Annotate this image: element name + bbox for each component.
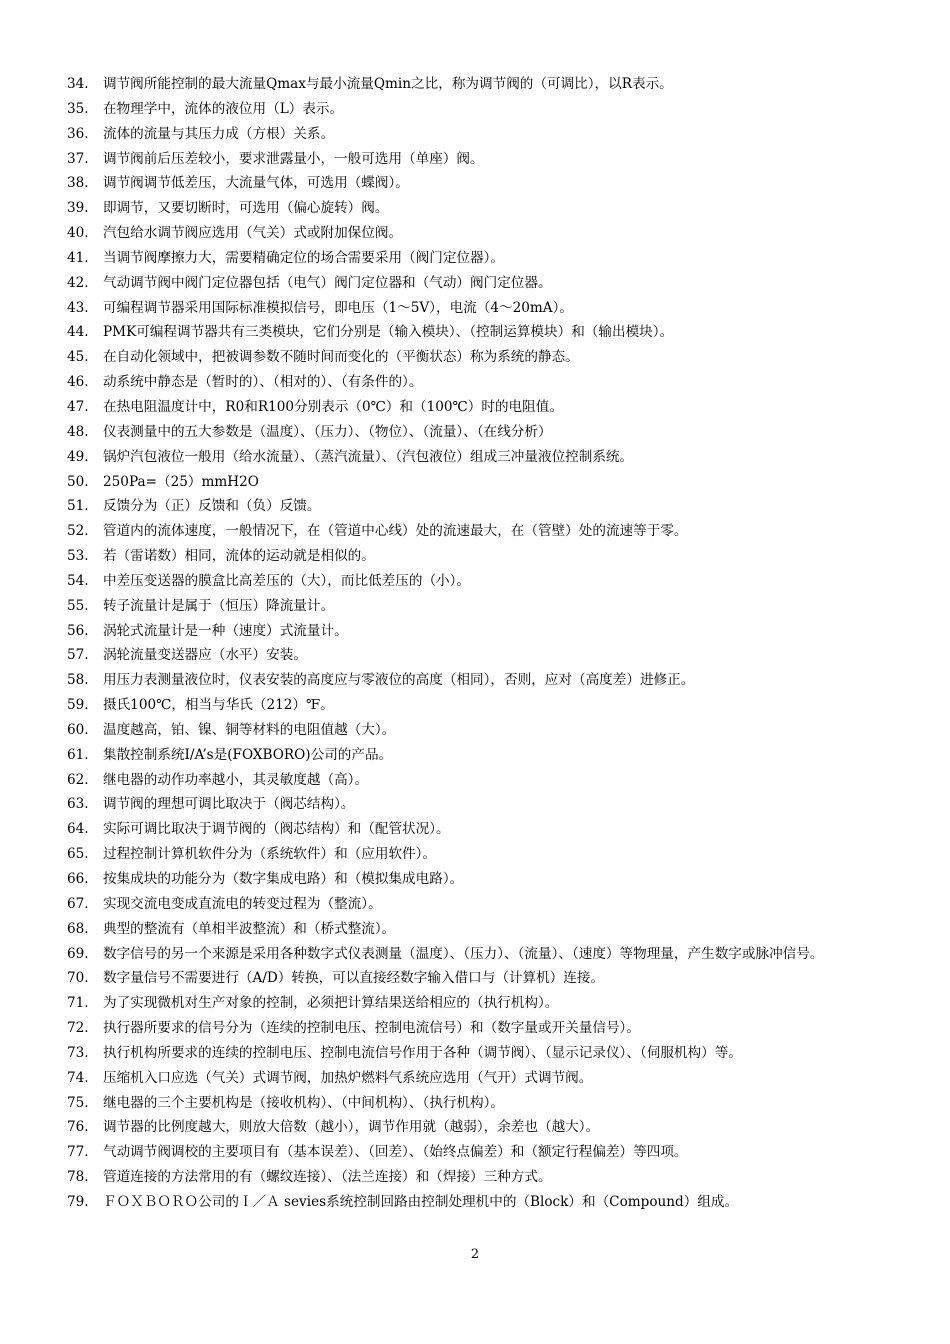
item-number: 68. [67,920,89,937]
item-number: 74. [67,1069,89,1086]
item-text: 实际可调比取决于调节阀的（阀芯结构）和（配管状况）。 [103,821,450,838]
list-item [67,693,887,718]
list-item [67,594,887,619]
item-text: 继电器的三个主要机构是（接收机构）、（中间机构）、（执行机构）。 [103,1094,504,1111]
item-number: 66. [67,871,89,887]
item-text: 中差压变送器的膜盒比高差压的（大），而比低差压的（小）。 [103,572,471,589]
list-item [67,643,887,668]
item-number: 58. [67,672,89,689]
list-item [67,221,887,246]
item-number: 73. [67,1044,89,1061]
list-item [67,792,887,817]
item-text: 可编程调节器采用国际标准模拟信号，即电压（1～5V），电流（4～20mA）。 [103,299,573,316]
item-number: 67. [67,895,89,912]
list-item [67,1115,887,1140]
item-number: 41. [67,249,89,266]
list-item [67,445,887,470]
item-text: 典型的整流有（单相半波整流）和（桥式整流）。 [103,920,396,937]
list-item [67,171,887,196]
item-text: 若（雷诺数）相同，流体的运动就是相似的。 [103,548,375,565]
item-text: 继电器的动作功率越小，其灵敏度越（高）。 [103,771,369,788]
list-item [67,246,887,271]
list-item [67,569,887,594]
list-item [67,122,887,147]
list-item [67,1140,887,1165]
list-item [67,296,887,321]
item-number: 38. [67,175,89,192]
list-item [67,768,887,793]
item-number: 72. [67,1020,89,1037]
item-number: 40. [67,225,89,242]
list-item [67,917,887,942]
item-number: 53. [67,548,89,565]
item-text: 为了实现微机对生产对象的控制，必须把计算结果送给相应的（执行机构）。 [103,995,559,1012]
item-text: 气动调节阀中阀门定位器包括（电气）阀门定位器和（气动）阀门定位器。 [103,274,552,291]
list-item [67,991,887,1016]
list-item [67,420,887,445]
item-text: 即调节，又要切断时，可选用（偏心旋转）阀。 [103,200,389,217]
item-number: 60. [67,721,89,738]
list-item [67,1041,887,1066]
list-item [67,842,887,867]
item-number: 59. [67,697,89,714]
item-text: 在自动化领域中，把被调参数不随时间而变化的（平衡状态）称为系统的静态。 [103,349,579,366]
item-number: 56. [67,622,89,639]
item-text: 涡轮流量变送器应（水平）安装。 [103,647,307,664]
item-text: 执行机构所要求的连续的控制电压、控制电流信号作用于各种（调节阀）、（显示记录仪）、（伺服机构）等。 [103,1044,742,1061]
item-text: PMK可编程调节器共有三类模块，它们分别是（输入模块）、（控制运算模块）和（输出模块）。 [103,324,674,341]
list-item [67,743,887,768]
item-number: 79. [67,1193,89,1210]
list-item [67,942,887,967]
item-text: 管道连接的方法常用的有（螺纹连接）、（法兰连接）和（焊接）三种方式。 [103,1169,552,1186]
item-number: 45. [67,349,89,366]
item-number: 62. [67,771,89,788]
list-item [67,718,887,743]
item-text: 压缩机入口应选（气关）式调节阀，加热炉燃料气系统应选用（气开）式调节阀。 [103,1069,593,1086]
list-item [67,97,887,122]
item-text: 涡轮式流量计是一种（速度）式流量计。 [103,622,348,639]
item-number: 70. [67,970,89,987]
item-text: 仪表测量中的五大参数是（温度）、（压力）、（物位）、（流量）、（在线分析） [103,423,552,440]
item-number: 77. [67,1144,89,1161]
item-text: 锅炉汽包液位一般用（给水流量）、（蒸汽流量）、（汽包液位）组成三冲量液位控制系统。 [103,448,634,465]
item-number: 61. [67,746,89,763]
item-number: 39. [67,200,89,217]
item-number: 64. [67,821,89,838]
item-text: 温度越高，铂、镍、铜等材料的电阻值越（大）。 [103,721,396,738]
item-text: 过程控制计算机软件分为（系统软件）和（应用软件）。 [103,846,437,863]
item-text: 调节阀的理想可调比取决于（阀芯结构）。 [103,796,355,813]
item-text: 汽包给水调节阀应选用（气关）式或附加保位阀。 [103,225,403,242]
item-text: 当调节阀摩擦力大，需要精确定位的场合需要采用（阀门定位器）。 [103,249,505,266]
item-text: 调节阀所能控制的最大流量Qmax与最小流量Qmin之比，称为调节阀的（可调比），以R表示。 [103,76,673,92]
item-number: 50. [67,473,89,490]
item-number: 43. [67,299,89,316]
list-item [67,370,887,395]
list-item [67,867,887,892]
list-item [67,1016,887,1041]
list-item [67,544,887,569]
item-number: 48. [67,423,89,440]
item-text: 执行器所要求的信号分为（连续的控制电压、控制电流信号）和（数字量或开关量信号）。 [103,1020,640,1037]
item-number: 42. [67,274,89,291]
item-number: 76. [67,1119,89,1136]
item-text: 在热电阻温度计中，R0和R100分别表示（0℃）和（100℃）时的电阻值。 [103,398,563,415]
list-item [67,147,887,172]
item-number: 69. [67,945,89,962]
item-text: 按集成块的功能分为（数字集成电路）和（模拟集成电路）。 [103,871,464,887]
list-item [67,345,887,370]
item-text: 250Pa=（25）mmH2O [103,473,259,490]
item-text: 动系统中静态是（暂时的）、（相对的）、（有条件的）。 [103,374,423,391]
list-item [67,320,887,345]
list-item [67,1091,887,1116]
item-number: 49. [67,448,89,465]
item-number: 63. [67,796,89,813]
item-number: 78. [67,1169,89,1186]
list-item [67,196,887,221]
item-text: 调节阀调节低差压，大流量气体，可选用（蝶阀）。 [103,175,409,192]
list-item [67,72,887,97]
list-item [67,1066,887,1091]
list-item [67,966,887,991]
item-number: 71. [67,995,89,1012]
item-text: 用压力表测量液位时，仪表安装的高度应与零液位的高度（相同），否则，应对（高度差）进修正。 [103,672,695,689]
item-text: 摄氏100℃，相当与华氏（212）℉。 [103,697,334,714]
list-item [67,519,887,544]
list-item [67,668,887,693]
list-item [67,619,887,644]
item-number: 54. [67,572,89,589]
list-item [67,395,887,420]
list-item [67,892,887,917]
item-number: 55. [67,597,89,614]
item-text: ＦＯＸＢＯＲＯ公司的Ｉ／Ａ sevies系统控制回路由控制处理机中的（Block）和（Compound）组成。 [103,1193,739,1210]
item-text: 数字量信号不需要进行（A/D）转换，可以直接经数字输入借口与（计算机）连接。 [103,970,605,987]
list-item [67,470,887,495]
list-item [67,1165,887,1190]
item-number: 37. [67,150,89,167]
item-number: 57. [67,647,89,664]
item-text: 实现交流电变成直流电的转变过程为（整流）。 [103,895,382,912]
item-text: 流体的流量与其压力成（方根）关系。 [103,125,335,142]
item-text: 转子流量计是属于（恒压）降流量计。 [103,597,335,614]
item-text: 反馈分为（正）反馈和（负）反馈。 [103,498,321,515]
item-number: 35. [67,100,89,117]
item-text: 调节器的比例度越大，则放大倍数（越小），调节作用就（越弱），余差也（越大）。 [103,1119,600,1136]
item-number: 65. [67,846,89,863]
item-number: 36. [67,125,89,142]
item-number: 46. [67,374,89,391]
item-text: 集散控制系统I/A’s是(FOXBORO)公司的产品。 [103,746,393,763]
item-number: 47. [67,398,89,415]
item-text: 调节阀前后压差较小，要求泄露量小，一般可选用（单座）阀。 [103,150,484,167]
page-number: 2 [470,1247,480,1262]
list-item [67,494,887,519]
list-item [67,1190,887,1215]
list-item [67,271,887,296]
item-number: 44. [67,324,89,341]
item-text: 气动调节阀调校的主要项目有（基本误差）、（回差）、（始终点偏差）和（额定行程偏差）等四项。 [103,1144,688,1161]
list-item [67,817,887,842]
item-number: 75. [67,1094,89,1111]
question-list [67,72,887,1215]
item-text: 在物理学中，流体的液位用（L）表示。 [103,100,344,117]
item-text: 数字信号的另一个来源是采用各种数字式仪表测量（温度）、（压力）、（流量）、（速度）等物理量，产生数字或脉冲信号。 [103,945,824,962]
item-number: 34. [67,76,89,92]
item-number: 51. [67,498,89,515]
item-number: 52. [67,523,89,540]
item-text: 管道内的流体速度，一般情况下，在（管道中心线）处的流速最大，在（管壁）处的流速等于零。 [103,523,688,540]
